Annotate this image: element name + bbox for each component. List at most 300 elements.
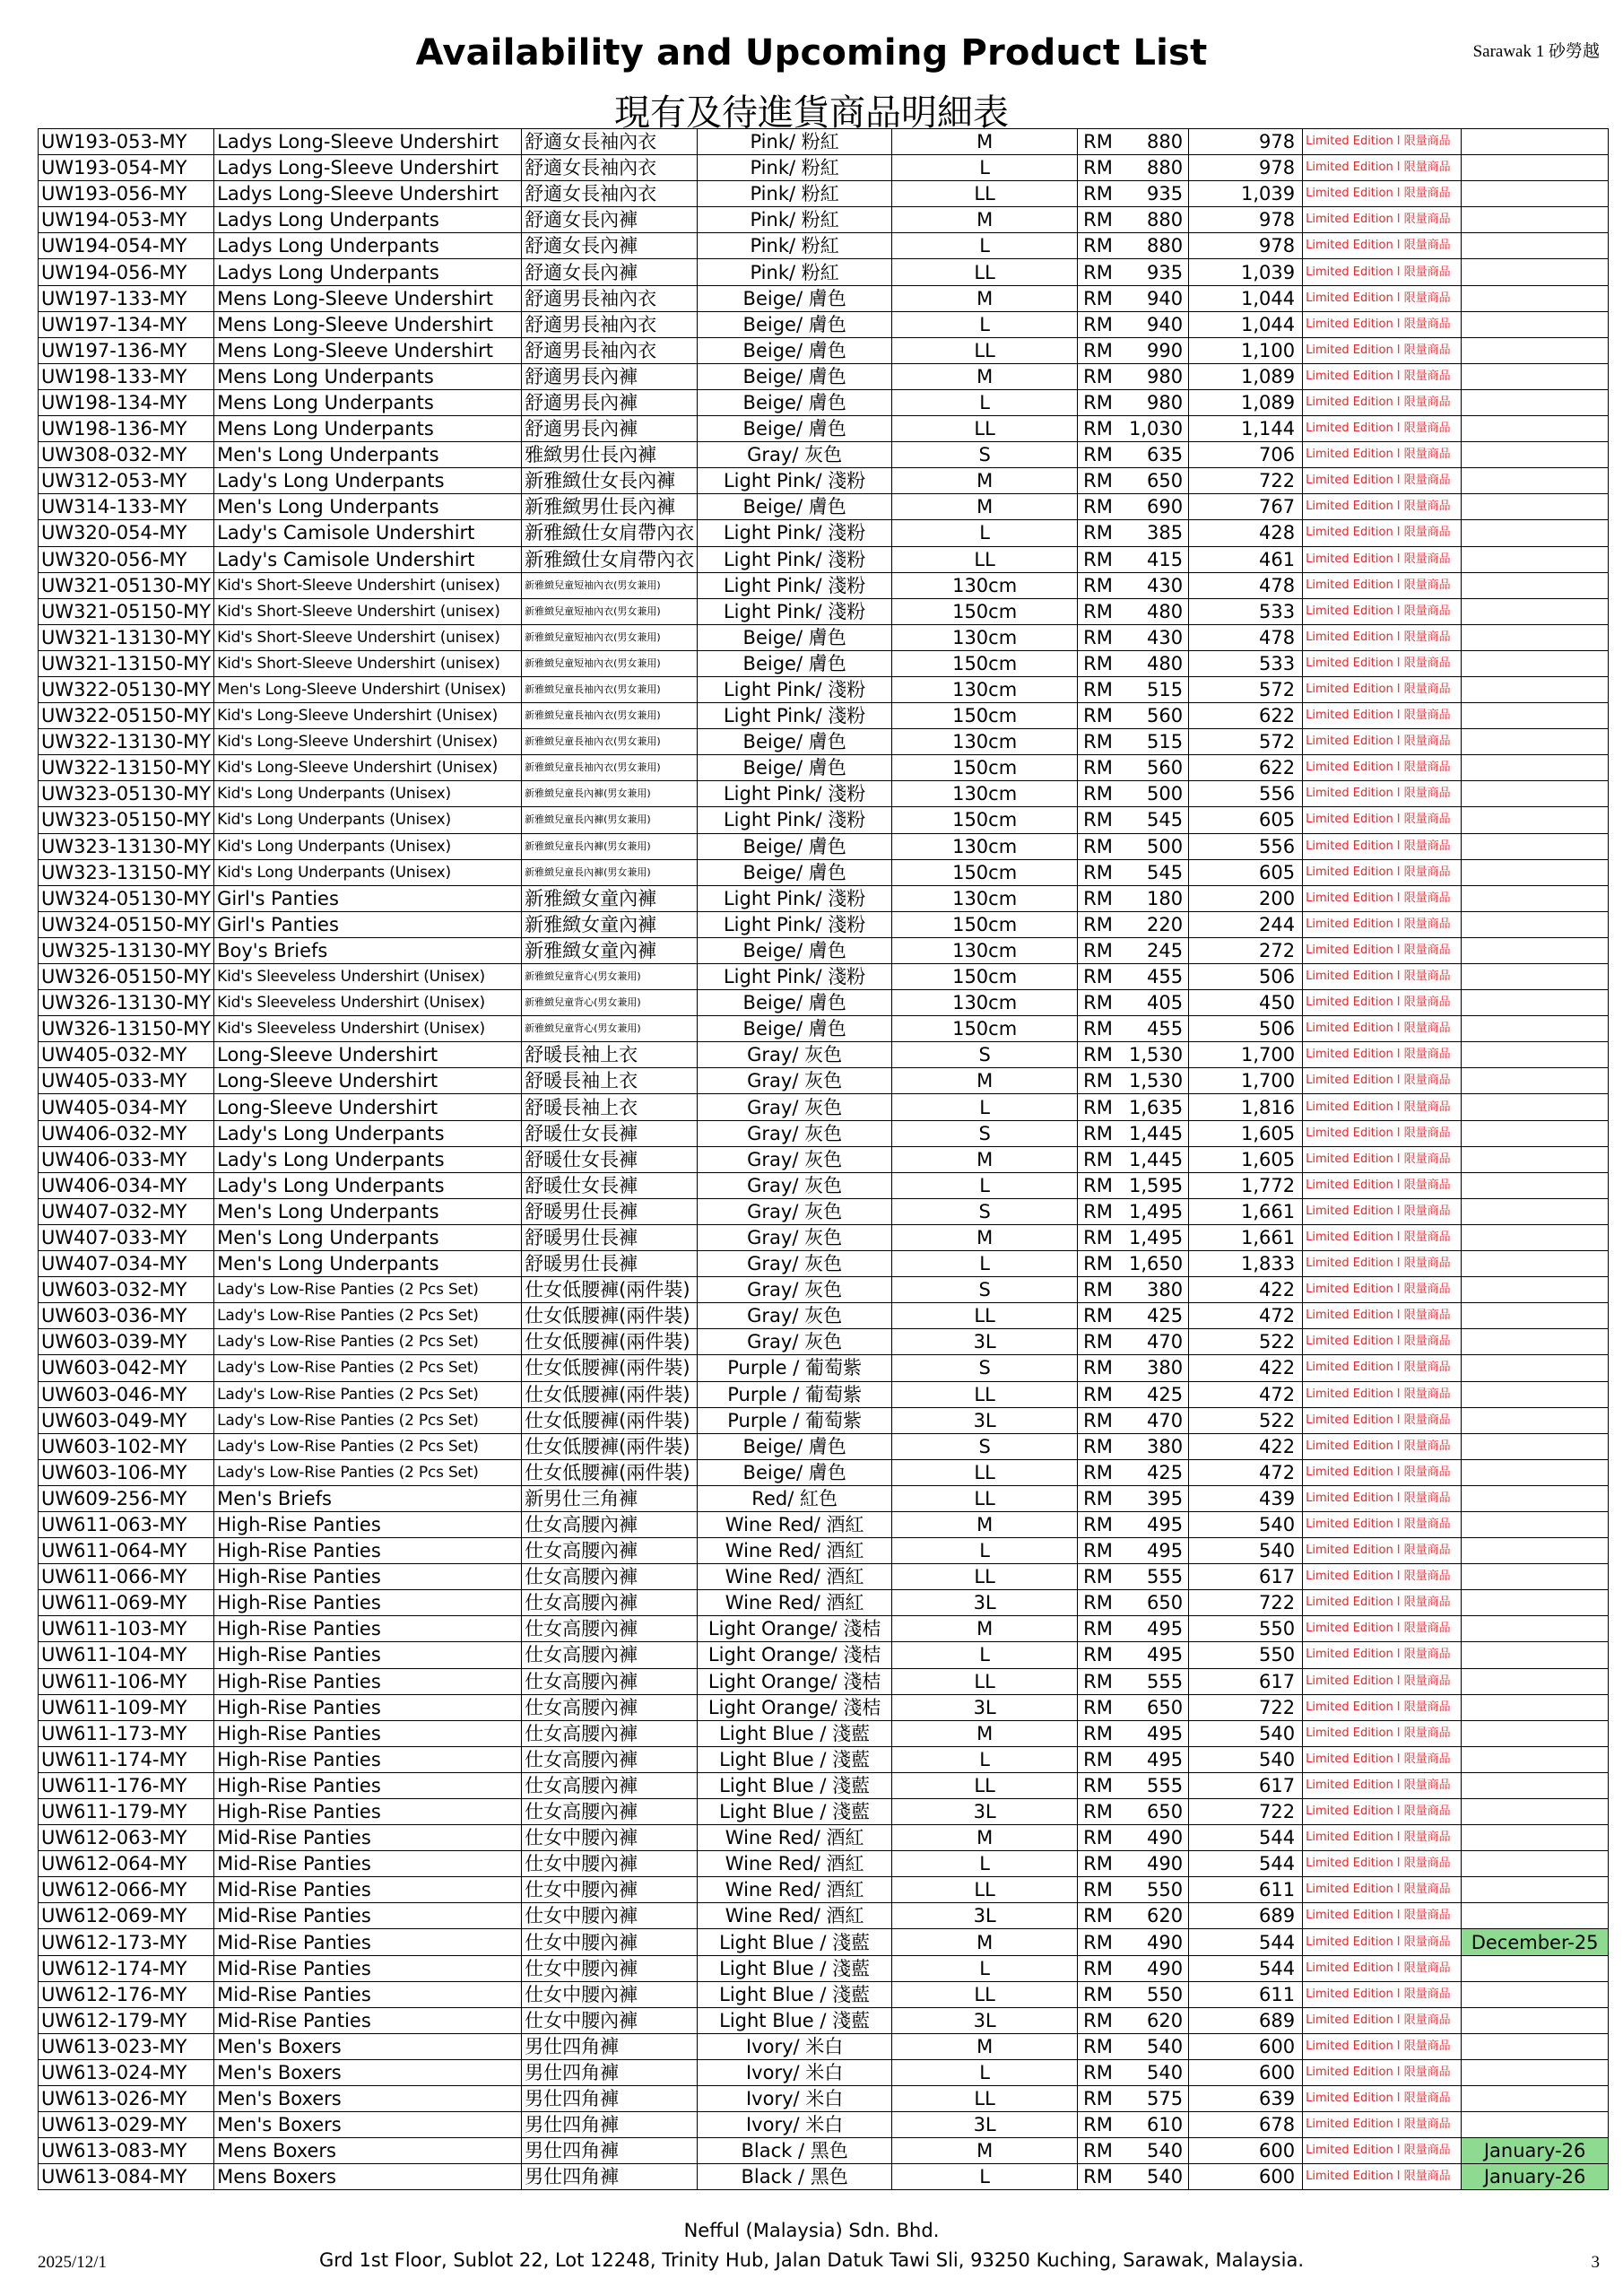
currency-label: RM <box>1083 1931 1113 1953</box>
item-code: UW325-13130-MY <box>39 937 214 963</box>
color: Light Pink/ 淺粉 <box>698 703 892 729</box>
status: Limited Edition l 限量商品 <box>1303 755 1462 781</box>
product-name-zh: 舒適女長袖內衣 <box>522 129 698 155</box>
size: 150cm <box>892 911 1078 937</box>
arrival-date <box>1462 1642 1609 1668</box>
status: Limited Edition l 限量商品 <box>1303 859 1462 885</box>
price-value: 980 <box>1147 391 1184 413</box>
arrival-date <box>1462 1772 1609 1798</box>
product-name-zh: 仕女高腰內褲 <box>522 1511 698 1537</box>
item-code: UW323-13150-MY <box>39 859 214 885</box>
price <box>1078 1981 1189 2007</box>
item-code: UW611-176-MY <box>39 1772 214 1798</box>
status: Limited Edition l 限量商品 <box>1303 337 1462 363</box>
status: Limited Edition l 限量商品 <box>1303 1120 1462 1146</box>
color: Light Blue / 淺藍 <box>698 1799 892 1825</box>
product-name-en: High-Rise Panties <box>214 1511 522 1537</box>
arrival-date: January-26 <box>1462 2138 1609 2164</box>
size: 150cm <box>892 650 1078 676</box>
currency-label: RM <box>1083 235 1113 257</box>
product-name-en: Men's Long Underpants <box>214 1198 522 1224</box>
table-row <box>39 676 1609 702</box>
product-name-en: Lady's Long Underpants <box>214 1146 522 1172</box>
item-code: UW197-134-MY <box>39 311 214 337</box>
price <box>1078 624 1189 650</box>
arrival-date <box>1462 1146 1609 1172</box>
item-code: UW612-064-MY <box>39 1851 214 1877</box>
currency-label: RM <box>1083 1174 1113 1196</box>
page-title: Availability and Upcoming Product List <box>415 32 1208 74</box>
color: Beige/ 膚色 <box>698 285 892 311</box>
price-value: 500 <box>1147 783 1184 805</box>
price-value: 490 <box>1147 1853 1184 1875</box>
table-row <box>39 311 1609 337</box>
region-label: Sarawak 1 砂勞越 <box>1472 42 1600 61</box>
price-value: 980 <box>1147 365 1184 387</box>
product-name-zh: 仕女中腰內褲 <box>522 2007 698 2033</box>
product-name-zh: 舒暖長袖上衣 <box>522 1094 698 1120</box>
size: L <box>892 1094 1078 1120</box>
status: Limited Edition l 限量商品 <box>1303 155 1462 181</box>
price-value: 380 <box>1147 1357 1184 1379</box>
color: Light Pink/ 淺粉 <box>698 807 892 833</box>
status: Limited Edition l 限量商品 <box>1303 624 1462 650</box>
currency-label: RM <box>1083 131 1113 153</box>
item-code: UW611-109-MY <box>39 1694 214 1720</box>
size: 3L <box>892 1903 1078 1929</box>
price-with-tax: 978 <box>1189 129 1303 155</box>
currency-label: RM <box>1083 1226 1113 1248</box>
currency-label: RM <box>1083 1827 1113 1849</box>
product-name-zh: 仕女中腰內褲 <box>522 1929 698 1955</box>
table-row <box>39 1616 1609 1642</box>
color: Beige/ 膚色 <box>698 990 892 1016</box>
table-row <box>39 1799 1609 1825</box>
size: LL <box>892 259 1078 285</box>
price <box>1078 1120 1189 1146</box>
table-row <box>39 990 1609 1016</box>
item-code: UW612-069-MY <box>39 1903 214 1929</box>
arrival-date <box>1462 2086 1609 2112</box>
arrival-date <box>1462 1198 1609 1224</box>
arrival-date <box>1462 1224 1609 1250</box>
price-value: 935 <box>1147 183 1184 205</box>
size: L <box>892 155 1078 181</box>
price-value: 1,530 <box>1129 1044 1184 1066</box>
arrival-date <box>1462 676 1609 702</box>
product-name-en: Ladys Long Underpants <box>214 207 522 233</box>
price <box>1078 1694 1189 1720</box>
color: Wine Red/ 酒紅 <box>698 1511 892 1537</box>
price <box>1078 781 1189 807</box>
item-code: UW611-173-MY <box>39 1720 214 1746</box>
product-name-en: Kid's Long-Sleeve Undershirt (Unisex) <box>214 755 522 781</box>
size: M <box>892 285 1078 311</box>
product-name-en: Kid's Sleeveless Undershirt (Unisex) <box>214 964 522 990</box>
table-row <box>39 546 1609 572</box>
product-name-zh: 仕女高腰內褲 <box>522 1694 698 1720</box>
price-with-tax: 544 <box>1189 1955 1303 1981</box>
status: Limited Edition l 限量商品 <box>1303 363 1462 389</box>
item-code: UW613-024-MY <box>39 2059 214 2085</box>
table-row <box>39 624 1609 650</box>
currency-label: RM <box>1083 1435 1113 1457</box>
status: Limited Edition l 限量商品 <box>1303 1329 1462 1355</box>
price-with-tax: 540 <box>1189 1746 1303 1772</box>
table-row <box>39 1303 1609 1329</box>
currency-label: RM <box>1083 966 1113 988</box>
status: Limited Edition l 限量商品 <box>1303 1616 1462 1642</box>
product-name-zh: 舒適男長袖內衣 <box>522 285 698 311</box>
arrival-date <box>1462 1694 1609 1720</box>
color: Gray/ 灰色 <box>698 1042 892 1068</box>
price <box>1078 1303 1189 1329</box>
size: 150cm <box>892 598 1078 624</box>
currency-label: RM <box>1083 470 1113 492</box>
price-with-tax: 544 <box>1189 1929 1303 1955</box>
size: 150cm <box>892 755 1078 781</box>
item-code: UW405-034-MY <box>39 1094 214 1120</box>
price <box>1078 207 1189 233</box>
arrival-date <box>1462 1016 1609 1042</box>
price-with-tax: 540 <box>1189 1538 1303 1564</box>
item-code: UW612-063-MY <box>39 1825 214 1851</box>
table-row <box>39 1355 1609 1381</box>
price-with-tax: 600 <box>1189 2033 1303 2059</box>
item-code: UW611-064-MY <box>39 1538 214 1564</box>
price <box>1078 233 1189 259</box>
price-with-tax: 550 <box>1189 1616 1303 1642</box>
table-row <box>39 389 1609 415</box>
status: Limited Edition l 限量商品 <box>1303 1277 1462 1303</box>
table-row <box>39 1224 1609 1250</box>
color: Black / 黑色 <box>698 2164 892 2190</box>
arrival-date <box>1462 781 1609 807</box>
currency-label: RM <box>1083 418 1113 440</box>
item-code: UW406-034-MY <box>39 1172 214 1198</box>
product-name-en: Long-Sleeve Undershirt <box>214 1042 522 1068</box>
item-code: UW611-106-MY <box>39 1668 214 1694</box>
size: LL <box>892 1668 1078 1694</box>
product-name-en: High-Rise Panties <box>214 1538 522 1564</box>
table-row <box>39 1825 1609 1851</box>
color: Purple / 葡萄紫 <box>698 1381 892 1407</box>
status: Limited Edition l 限量商品 <box>1303 520 1462 546</box>
size: LL <box>892 416 1078 442</box>
status: Limited Edition l 限量商品 <box>1303 1172 1462 1198</box>
price-with-tax: 722 <box>1189 1590 1303 1616</box>
table-row <box>39 598 1609 624</box>
product-name-zh: 仕女低腰褲(兩件裝) <box>522 1381 698 1407</box>
price-value: 650 <box>1147 1592 1184 1614</box>
table-row <box>39 911 1609 937</box>
arrival-date <box>1462 729 1609 755</box>
product-name-zh: 男仕四角褲 <box>522 2138 698 2164</box>
price-value: 425 <box>1147 1461 1184 1483</box>
product-name-zh: 仕女低腰褲(兩件裝) <box>522 1407 698 1433</box>
product-name-zh: 仕女高腰內褲 <box>522 1772 698 1798</box>
arrival-date <box>1462 389 1609 415</box>
arrival-date <box>1462 572 1609 598</box>
size: M <box>892 207 1078 233</box>
status: Limited Edition l 限量商品 <box>1303 885 1462 911</box>
product-name-zh: 仕女中腰內褲 <box>522 1851 698 1877</box>
arrival-date <box>1462 755 1609 781</box>
price <box>1078 1668 1189 1694</box>
table-row <box>39 1251 1609 1277</box>
table-row <box>39 1877 1609 1903</box>
price-with-tax: 722 <box>1189 1799 1303 1825</box>
status: Limited Edition l 限量商品 <box>1303 1694 1462 1720</box>
table-row <box>39 781 1609 807</box>
product-name-en: Lady's Low-Rise Panties (2 Pcs Set) <box>214 1459 522 1485</box>
product-name-en: High-Rise Panties <box>214 1616 522 1642</box>
item-code: UW407-032-MY <box>39 1198 214 1224</box>
arrival-date <box>1462 1407 1609 1433</box>
color: Light Pink/ 淺粉 <box>698 676 892 702</box>
status: Limited Edition l 限量商品 <box>1303 676 1462 702</box>
product-name-zh: 仕女高腰內褲 <box>522 1746 698 1772</box>
currency-label: RM <box>1083 626 1113 648</box>
table-row <box>39 337 1609 363</box>
status: Limited Edition l 限量商品 <box>1303 207 1462 233</box>
product-name-en: Lady's Camisole Undershirt <box>214 520 522 546</box>
arrival-date <box>1462 520 1609 546</box>
product-name-zh: 新雅緻兒童長袖內衣(男女兼用) <box>522 703 698 729</box>
status: Limited Edition l 限量商品 <box>1303 911 1462 937</box>
price-value: 550 <box>1147 1879 1184 1901</box>
product-name-en: Lady's Low-Rise Panties (2 Pcs Set) <box>214 1381 522 1407</box>
item-code: UW613-083-MY <box>39 2138 214 2164</box>
status: Limited Edition l 限量商品 <box>1303 703 1462 729</box>
currency-label: RM <box>1083 444 1113 466</box>
price <box>1078 729 1189 755</box>
price-with-tax: 617 <box>1189 1564 1303 1590</box>
color: Gray/ 灰色 <box>698 1198 892 1224</box>
table-row <box>39 1851 1609 1877</box>
color: Beige/ 膚色 <box>698 363 892 389</box>
size: 3L <box>892 1694 1078 1720</box>
size: 130cm <box>892 781 1078 807</box>
arrival-date <box>1462 1172 1609 1198</box>
item-code: UW193-054-MY <box>39 155 214 181</box>
price <box>1078 1146 1189 1172</box>
product-name-en: Long-Sleeve Undershirt <box>214 1068 522 1094</box>
status: Limited Edition l 限量商品 <box>1303 468 1462 494</box>
price-value: 1,495 <box>1129 1200 1184 1222</box>
status: Limited Edition l 限量商品 <box>1303 1068 1462 1094</box>
item-code: UW612-179-MY <box>39 2007 214 2033</box>
color: Pink/ 粉紅 <box>698 155 892 181</box>
item-code: UW611-104-MY <box>39 1642 214 1668</box>
arrival-date <box>1462 2059 1609 2085</box>
price <box>1078 1251 1189 1277</box>
product-name-zh: 新雅緻兒童長內褲(男女兼用) <box>522 859 698 885</box>
status: Limited Edition l 限量商品 <box>1303 181 1462 207</box>
price-with-tax: 556 <box>1189 781 1303 807</box>
price-with-tax: 1,089 <box>1189 363 1303 389</box>
arrival-date <box>1462 2112 1609 2138</box>
price <box>1078 2033 1189 2059</box>
item-code: UW312-053-MY <box>39 468 214 494</box>
product-name-zh: 仕女低腰褲(兩件裝) <box>522 1355 698 1381</box>
status: Limited Edition l 限量商品 <box>1303 1720 1462 1746</box>
item-code: UW603-039-MY <box>39 1329 214 1355</box>
price-with-tax: 522 <box>1189 1329 1303 1355</box>
currency-label: RM <box>1083 731 1113 753</box>
table-row <box>39 1694 1609 1720</box>
footer-address: Grd 1st Floor, Sublot 22, Lot 12248, Trinity Hub, Jalan Datuk Tawi Sli, 93250 Kuching, Sarawak, Malaysia. <box>318 2249 1304 2271</box>
product-name-en: Kid's Long-Sleeve Undershirt (Unisex) <box>214 729 522 755</box>
currency-label: RM <box>1083 287 1113 309</box>
size: 150cm <box>892 807 1078 833</box>
arrival-date <box>1462 1511 1609 1537</box>
price-with-tax: 722 <box>1189 468 1303 494</box>
table-row <box>39 2112 1609 2138</box>
arrival-date <box>1462 859 1609 885</box>
price-with-tax: 622 <box>1189 755 1303 781</box>
color: Gray/ 灰色 <box>698 1094 892 1120</box>
currency-label: RM <box>1083 652 1113 674</box>
color: Wine Red/ 酒紅 <box>698 1564 892 1590</box>
price <box>1078 1746 1189 1772</box>
price-with-tax: 1,144 <box>1189 416 1303 442</box>
size: L <box>892 2164 1078 2190</box>
price-with-tax: 639 <box>1189 2086 1303 2112</box>
product-name-zh: 新雅緻兒童短袖內衣(男女兼用) <box>522 572 698 598</box>
product-name-zh: 仕女高腰內褲 <box>522 1642 698 1668</box>
size: 3L <box>892 2007 1078 2033</box>
price-value: 550 <box>1147 1983 1184 2005</box>
product-name-zh: 舒暖男仕長褲 <box>522 1224 698 1250</box>
color: Ivory/ 米白 <box>698 2059 892 2085</box>
item-code: UW194-054-MY <box>39 233 214 259</box>
price-with-tax: 978 <box>1189 155 1303 181</box>
product-name-zh: 男仕四角褲 <box>522 2164 698 2190</box>
status: Limited Edition l 限量商品 <box>1303 964 1462 990</box>
color: Purple / 葡萄紫 <box>698 1355 892 1381</box>
page-subtitle: 現有及待進貨商品明細表 <box>614 92 1009 134</box>
status: Limited Edition l 限量商品 <box>1303 129 1462 155</box>
price-value: 395 <box>1147 1487 1184 1509</box>
price-with-tax: 1,700 <box>1189 1042 1303 1068</box>
item-code: UW198-134-MY <box>39 389 214 415</box>
size: 3L <box>892 1407 1078 1433</box>
price-value: 545 <box>1147 861 1184 883</box>
price-value: 405 <box>1147 992 1184 1014</box>
arrival-date <box>1462 1251 1609 1277</box>
product-name-zh: 舒適女長內褲 <box>522 233 698 259</box>
item-code: UW314-133-MY <box>39 494 214 520</box>
price <box>1078 1042 1189 1068</box>
table-row <box>39 1564 1609 1590</box>
product-name-en: Girl's Panties <box>214 885 522 911</box>
item-code: UW193-053-MY <box>39 129 214 155</box>
table-row <box>39 833 1609 859</box>
size: L <box>892 1642 1078 1668</box>
price-value: 540 <box>1147 2035 1184 2057</box>
currency-label: RM <box>1083 1905 1113 1927</box>
price-with-tax: 600 <box>1189 2138 1303 2164</box>
price <box>1078 389 1189 415</box>
currency-label: RM <box>1083 1722 1113 1744</box>
currency-label: RM <box>1083 1200 1113 1222</box>
price-value: 430 <box>1147 574 1184 596</box>
price <box>1078 807 1189 833</box>
product-name-en: High-Rise Panties <box>214 1720 522 1746</box>
price-value: 650 <box>1147 1696 1184 1718</box>
product-name-zh: 新雅緻兒童長內褲(男女兼用) <box>522 807 698 833</box>
currency-label: RM <box>1083 1461 1113 1483</box>
price <box>1078 2007 1189 2033</box>
table-row <box>39 572 1609 598</box>
price-value: 540 <box>1147 2140 1184 2162</box>
status: Limited Edition l 限量商品 <box>1303 598 1462 624</box>
size: M <box>892 1146 1078 1172</box>
item-code: UW322-13130-MY <box>39 729 214 755</box>
status: Limited Edition l 限量商品 <box>1303 1955 1462 1981</box>
status: Limited Edition l 限量商品 <box>1303 1877 1462 1903</box>
color: Gray/ 灰色 <box>698 1303 892 1329</box>
item-code: UW612-174-MY <box>39 1955 214 1981</box>
arrival-date <box>1462 833 1609 859</box>
item-code: UW407-033-MY <box>39 1224 214 1250</box>
status: Limited Edition l 限量商品 <box>1303 807 1462 833</box>
price-value: 480 <box>1147 600 1184 622</box>
product-name-en: Mid-Rise Panties <box>214 1981 522 2007</box>
arrival-date <box>1462 468 1609 494</box>
color: Light Pink/ 淺粉 <box>698 546 892 572</box>
size: M <box>892 468 1078 494</box>
size: LL <box>892 1772 1078 1798</box>
product-name-zh: 仕女高腰內褲 <box>522 1668 698 1694</box>
table-row <box>39 1903 1609 1929</box>
color: Light Blue / 淺藍 <box>698 1929 892 1955</box>
size: 130cm <box>892 572 1078 598</box>
status: Limited Edition l 限量商品 <box>1303 1590 1462 1616</box>
status: Limited Edition l 限量商品 <box>1303 990 1462 1016</box>
size: LL <box>892 1303 1078 1329</box>
price-with-tax: 1,700 <box>1189 1068 1303 1094</box>
product-name-zh: 仕女低腰褲(兩件裝) <box>522 1459 698 1485</box>
product-name-en: Men's Boxers <box>214 2112 522 2138</box>
size: LL <box>892 181 1078 207</box>
price-value: 470 <box>1147 1331 1184 1353</box>
arrival-date <box>1462 1538 1609 1564</box>
arrival-date <box>1462 1120 1609 1146</box>
footer-date: 2025/12/1 <box>38 2253 108 2272</box>
arrival-date <box>1462 181 1609 207</box>
size: LL <box>892 546 1078 572</box>
price-with-tax: 439 <box>1189 1485 1303 1511</box>
color: Gray/ 灰色 <box>698 1329 892 1355</box>
price <box>1078 676 1189 702</box>
product-name-en: Mens Long Underpants <box>214 363 522 389</box>
price-with-tax: 506 <box>1189 964 1303 990</box>
table-row <box>39 1746 1609 1772</box>
color: Light Pink/ 淺粉 <box>698 964 892 990</box>
currency-label: RM <box>1083 1331 1113 1353</box>
price <box>1078 1955 1189 1981</box>
currency-label: RM <box>1083 183 1113 205</box>
table-row <box>39 233 1609 259</box>
price <box>1078 1094 1189 1120</box>
price-with-tax: 767 <box>1189 494 1303 520</box>
price-value: 555 <box>1147 1670 1184 1692</box>
table-row <box>39 2007 1609 2033</box>
color: Gray/ 灰色 <box>698 1277 892 1303</box>
arrival-date <box>1462 546 1609 572</box>
